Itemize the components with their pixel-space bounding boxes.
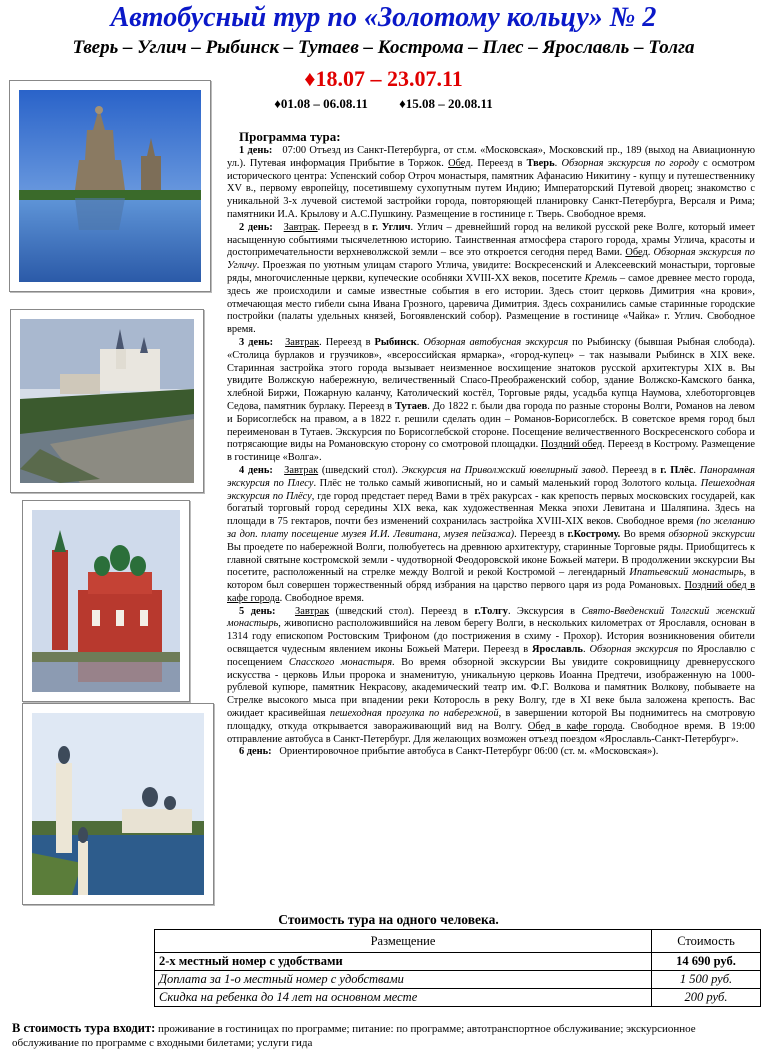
column-cost: Стоимость	[652, 930, 761, 953]
day-description: Завтрак (шведский стол). Экскурсия на Приволжский ювелирный завод. Переезд в г. Плёс. Панорамная экскурсия по Плесу. Плёс не только самый живописный, но и самый маленький город Золотого кольца. Пешеходная экскурсия по Плёсу, где город предстает перед Вами в трёх ракурсах - как крепость первых московских государей, как богатый торговый город середины XIX века, как художественная Мекка эпохи Левитана и Шаляпина. Здесь на площади в 75 гектаров, почти без изменений сохранилась застройка XVIII-XIX веков. Свободное время (по желанию за доп. плату посещение музея И.И. Левитана, музея пейзажа). Переезд в г.Кострому. Во время обзорной экскурсии Вы проедете по набережной Волги, полюбуетесь на древнюю архитектуру, старинные Торговые ряды. Приобщитесь к главной святыне костромской земли - чудотворной Феодоровской иконе Божьей матери. В продолжении экскурсии Вы посетите, расположенный на стрелке между Волгой и рекой Костромой – легендарный Ипатьевский монастырь, в котором был совершен торжественный обряд избрания на царство первого царя из рода Романовых. Поздний обед в кафе города. Свободное время.	[227, 464, 756, 604]
price-title: Стоимость тура на одного человека.	[278, 912, 499, 927]
program-heading: Программа тура:	[239, 129, 341, 144]
alt-date-1: ♦01.08 – 06.08.11	[274, 96, 368, 111]
photo-wooden-churches	[19, 90, 201, 282]
price-row-value: 1 500 руб.	[652, 971, 761, 989]
day-label: 1 день:	[239, 145, 273, 156]
price-row-value: 14 690 руб.	[652, 953, 761, 971]
program-day	[227, 337, 755, 465]
photo-red-church	[32, 510, 180, 692]
day-description: 07:00 Отъезд из Санкт-Петербурга, от ст.м. «Московская», Московский пр., 189 (выход на Авиационную ул.). Путевая информация Прибытие в Торжок. Обед. Переезд в Тверь. Обзорная экскурсия по городу с осмотром исторического центра: Успенский собор Отроч монастыря, памятник Афанасию Никитину - купцу и путешественнику XV в., первому европейцу, посетившему сухопутным путем Индию; Императорский Путевой дворец; знакомство с уникальной 3-х лучевой системой застройки города, повторяющей планировку Санкт-Петербурга, Версаля и Рима; памятники И.А. Крылову и А.С.Пушкину. Размещение в гостинице г. Тверь. Свободное время.	[227, 145, 756, 220]
included-section	[12, 1021, 757, 1050]
column-placement: Размещение	[155, 930, 652, 953]
tour-route: Тверь – Углич – Рыбинск – Тутаев – Кострома – Плес – Ярославль – Толга	[72, 37, 695, 58]
photo-monastery-on-river	[32, 713, 204, 895]
day-label: 2 день:	[239, 221, 273, 233]
day-description: Завтрак. Переезд в Рыбинск. Обзорная автобусная экскурсия по Рыбинску (бывшая Рыбная слобода). «Столица бурлаков и грузчиков», «всероссийская ярмарка», «город-купец» – так называли Рыбинск в XIX веке. Старинная застройка этого города вызывает неизменное восхищение знатоков русской архитектуры XIX в. Вы увидите Волжскую набережную, величественный Спасо-Преображенский собор, здание Волжско-Камского банка, хлебной Биржи, Пожарную каланчу, Католический костёл, Торговые ряды, усадьба купца Наумова, хлеботорговцев Седова, памятник бурлаку. Переезд в Тутаев. До 1822 г. были два города по разные стороны Волги, Романов на левом и Борисоглебск на правом, а в 1822 г. решили сделать один – Романов-Борисоглебск. В советское время город был переименован в Тутаев. Экскурсия по Борисоглебской стороне. Посещение величественного Воскресенского собора и потрясающие виды на Романовскую сторону со смотровой площадки. Поздний обед. Переезд в Кострому. Размещение в гостинице «Волга».	[227, 336, 755, 464]
day-description: Завтрак (шведский стол). Переезд в г.Толгу. Экскурсия в Свято-Введенский Толгский женский монастырь, живописно расположившийся на левом берегу Волги, в нескольких километрах от Ярославля, основан в 1314 году епископом Ростовским Трифоном (до пострижения в схиму - Прохор). История возникновения обители освящается чудесным явлением иконы Божьей Матери. Переезд в Ярославль. Обзорная экскурсия по Ярославлю с посещением Спасского монастыря. Во время обзорной экскурсии Вы увидите сокровищницу древнерусского искусства - церковь Ильи пророка и знаменитую, уникальную церковь Иоанна Предтечи, изображенную на 1000-рублевой купюре, памятник Некрасову, академический театр им. Ф.Г. Волкова и памятник Волкову, побываете на Стрелке высокого мыса при впадении реки Которосль в реку Волгу, где в XI веке была заложена крепость. Вас ожидает красивейшая пешеходная прогулка по набережной, в завершении которой Вы поднимитесь на смотровую площадку, откуда открывается завораживающий вид на Волгу. Обед в кафе города. Свободное время. В 19:00 отправление автобуса в Санкт-Петербург. Для желающих возможен отъезд поездом «Ярославль-Санкт-Петербург».	[227, 605, 755, 745]
program-day	[227, 746, 755, 759]
day-label: 6 день:	[239, 746, 272, 758]
program-day	[227, 145, 755, 222]
day-label: 3 день:	[239, 336, 274, 348]
price-row	[155, 989, 761, 1007]
included-label: В стоимость тура входит:	[12, 1021, 156, 1035]
price-table	[154, 929, 761, 1007]
photo-frame-kizhi	[9, 80, 211, 292]
tour-title: Автобусный тур по «Золотому кольцу» № 2	[110, 2, 657, 33]
program-day	[227, 606, 755, 747]
price-row-value: 200 руб.	[652, 989, 761, 1007]
tour-program	[227, 129, 755, 759]
price-row-name: Скидка на ребенка до 14 лет на основном месте	[155, 989, 652, 1007]
day-description: Ориентировочное прибытие автобуса в Санкт-Петербург 06:00 (ст. м. «Московская»).	[279, 746, 659, 758]
alt-date-2: ♦15.08 – 20.08.11	[399, 96, 493, 111]
price-row-name: 2-х местный номер с удобствами	[155, 953, 652, 971]
photo-frame-tolga	[22, 703, 214, 905]
price-row-name: Доплата за 1-о местный номер с удобствами	[155, 971, 652, 989]
main-tour-dates: ♦18.07 – 23.07.11	[304, 66, 463, 91]
price-header-row	[155, 930, 761, 953]
photo-kremlin-on-volga	[20, 319, 194, 483]
day-description: Завтрак. Переезд в г. Углич. Углич – древнейший город на великой русской реке Волге, который имеет насыщенную событиями тысячелетнюю историю. Таинственная атмосфера старого города, храмы Углича, красоты и достопримечательности верхневолжской земли – все это откроется сегодня перед Вами. Обед. Обзорная экскурсия по Угличу. Проезжая по уютным улицам старого Углича, увидите: Воскресенский и Алексеевский монастыри, торговые ряды, многочисленные церкви, купеческие особняки XVIII-XX веков, посетите Кремль – самое древнее место города, здесь же происходили и самые известные события в его истории. Здесь стоит церковь Димитрия «на крови», отмечающая место гибели сына Ивана Грозного, царевича Димитрия. Здесь сохранились самые старинные городские постройки (палаты удельных князей, Богоявленский собор). Размещение в гостинице «Чайка» г. Углич. Свободное время.	[227, 221, 755, 336]
program-day	[227, 222, 755, 337]
price-row	[155, 971, 761, 989]
price-row	[155, 953, 761, 971]
photo-frame-red-church	[22, 500, 190, 702]
program-days	[227, 145, 755, 759]
program-day	[227, 465, 755, 606]
photo-frame-uglich	[10, 309, 204, 493]
day-label: 5 день:	[239, 605, 276, 617]
day-label: 4 день:	[239, 464, 273, 476]
included-text: проживание в гостиницах по программе; питание: по программе; автотранспортное обслуживание; экскурсионное обслуживание по программе с входными билетами; услуги гида	[12, 1023, 696, 1049]
